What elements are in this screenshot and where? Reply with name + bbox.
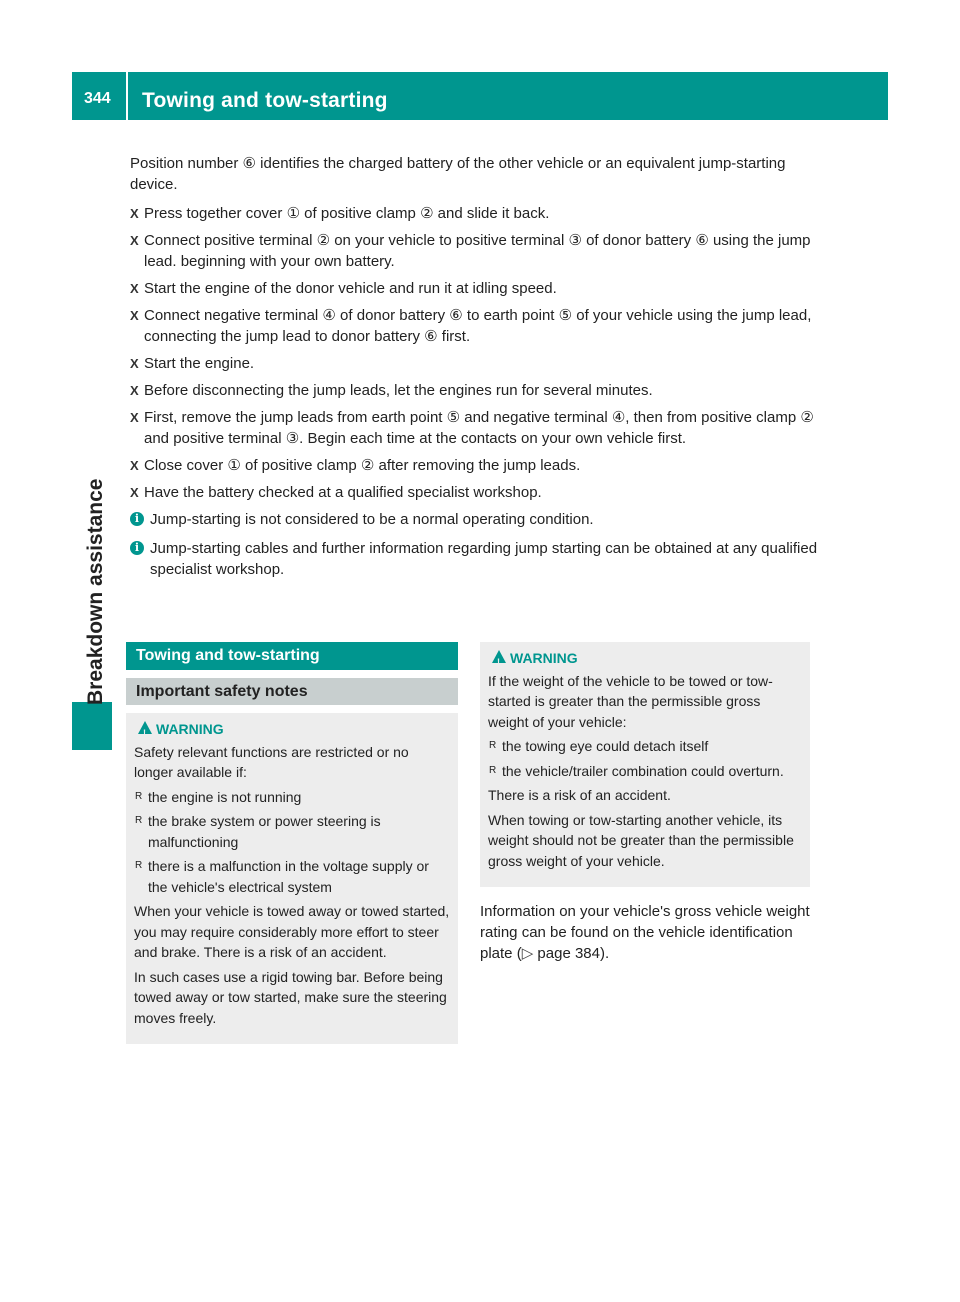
step-arrow-icon: X	[130, 383, 139, 398]
warning-label: WARNING	[156, 721, 224, 737]
warning-triangle-icon	[492, 650, 506, 663]
step-arrow-icon: X	[130, 485, 139, 500]
warning-label: WARNING	[510, 650, 578, 666]
step-item	[130, 230, 820, 272]
step-item	[130, 305, 820, 347]
warning-heading	[488, 648, 802, 669]
warning-paragraph: There is a risk of an accident.	[488, 787, 671, 803]
header-divider	[126, 72, 128, 120]
step-text: Start the engine.	[144, 355, 255, 372]
step-text: Have the battery checked at a qualified specialist workshop.	[144, 484, 542, 501]
warning-paragraph: In such cases use a rigid towing bar. Before being towed away or tow started, make sure the steering moves freely.	[134, 968, 447, 1026]
side-tab-marker	[72, 702, 112, 750]
bullet-item	[134, 811, 450, 852]
bullet-marker-icon: R	[135, 790, 143, 802]
step-item	[130, 482, 820, 503]
warning-box	[126, 713, 458, 1044]
step-arrow-icon: X	[130, 281, 139, 296]
step-item	[130, 278, 820, 299]
step-text: First, remove the jump leads from earth point ⑤ and negative terminal ④, then from positive clamp ② and positive terminal ③. Begin each time at the contacts on your own vehicle first.	[144, 409, 814, 447]
bullet-marker-icon: R	[135, 860, 143, 871]
gross-weight-info	[480, 901, 810, 964]
step-item	[130, 380, 820, 401]
warning-heading	[134, 719, 450, 740]
step-arrow-icon: X	[130, 206, 139, 221]
step-item	[130, 455, 820, 476]
warning-paragraphs	[134, 901, 450, 1028]
warning-paragraph: When your vehicle is towed away or towed started, you may require considerably more effort to steer and brake. There is a risk of an accident.	[134, 903, 450, 960]
section-heading: Towing and tow-starting	[126, 642, 458, 670]
step-text: Before disconnecting the jump leads, let the engines run for several minutes.	[144, 382, 653, 399]
step-text: Close cover ① of positive clamp ② after removing the jump leads.	[144, 457, 581, 474]
step-text: Connect negative terminal ④ of donor battery ⑥ to earth point ⑤ of your vehicle using the jump lead, connecting the jump lead to donor battery ⑥ first.	[144, 307, 812, 345]
bullet-item	[134, 787, 450, 808]
step-arrow-icon: X	[130, 308, 139, 323]
step-arrow-icon: X	[130, 356, 139, 371]
warning-intro: Safety relevant functions are restricted or no longer available if:	[134, 743, 409, 780]
left-column	[126, 642, 458, 1044]
step-list	[130, 203, 820, 503]
step-text: Start the engine of the donor vehicle and run it at idling speed.	[144, 280, 557, 297]
page-number: 344	[84, 90, 111, 107]
bullet-marker-icon: R	[489, 764, 497, 776]
bullet-marker-icon: R	[489, 740, 497, 751]
info-icon: i	[130, 541, 144, 555]
warning-triangle-icon	[138, 721, 152, 734]
step-item	[130, 203, 820, 224]
bullet-text: the brake system or power steering is malfunctioning	[148, 813, 381, 850]
info-text: Jump-starting is not considered to be a normal operating condition.	[150, 511, 594, 528]
step-text: Connect positive terminal ② on your vehicle to positive terminal ③ of donor battery ⑥ using the jump lead. beginning with your own battery.	[144, 232, 811, 270]
step-item	[130, 407, 820, 449]
gross-weight-text: Information on your vehicle's gross vehicle weight rating can be found on the vehicle identification plate (	[480, 903, 810, 962]
right-column	[480, 642, 810, 964]
step-text: Press together cover ① of positive clamp ② and slide it back.	[144, 205, 550, 222]
info-note	[130, 509, 820, 530]
step-arrow-icon: X	[130, 410, 139, 425]
page-ref-arrow-icon: ▷	[521, 945, 534, 962]
bullet-item	[488, 761, 802, 782]
chapter-label: Breakdown assistance	[84, 478, 107, 705]
warning-bullet-list	[488, 736, 802, 781]
page-reference-link[interactable]: page 384).	[537, 945, 610, 962]
info-note	[130, 538, 820, 580]
warning-bullet-list	[134, 787, 450, 898]
main-text	[130, 153, 820, 588]
bullet-item	[488, 736, 802, 757]
step-item	[130, 353, 820, 374]
intro-paragraph: Position number ⑥ identifies the charged battery of the other vehicle or an equivalent jump-starting device.	[130, 155, 786, 193]
warning-paragraph: When towing or tow-starting another vehicle, its weight should not be greater than the permissible gross weight of your vehicle.	[488, 811, 794, 869]
bullet-text: the towing eye could detach itself	[502, 738, 709, 754]
bullet-marker-icon: R	[135, 815, 143, 826]
bullet-text: there is a malfunction in the voltage supply or the vehicle's electrical system	[148, 858, 429, 895]
info-list	[130, 509, 820, 580]
step-arrow-icon: X	[130, 233, 139, 248]
bullet-text: the engine is not running	[148, 788, 302, 805]
step-arrow-icon: X	[130, 458, 139, 473]
info-icon: i	[130, 512, 144, 526]
warning-box	[480, 642, 810, 887]
bullet-item	[134, 856, 450, 897]
bullet-text: the vehicle/trailer combination could overturn.	[502, 762, 784, 779]
subsection-heading: Important safety notes	[126, 678, 458, 705]
page-title: Towing and tow-starting	[142, 89, 388, 112]
warning-intro: If the weight of the vehicle to be towed or tow-started is greater than the permissible gross weight of your vehicle:	[488, 672, 773, 730]
info-text: Jump-starting cables and further information regarding jump starting can be obtained at any qualified specialist workshop.	[150, 540, 818, 578]
header-bar	[72, 72, 888, 120]
warning-paragraphs	[488, 785, 802, 871]
